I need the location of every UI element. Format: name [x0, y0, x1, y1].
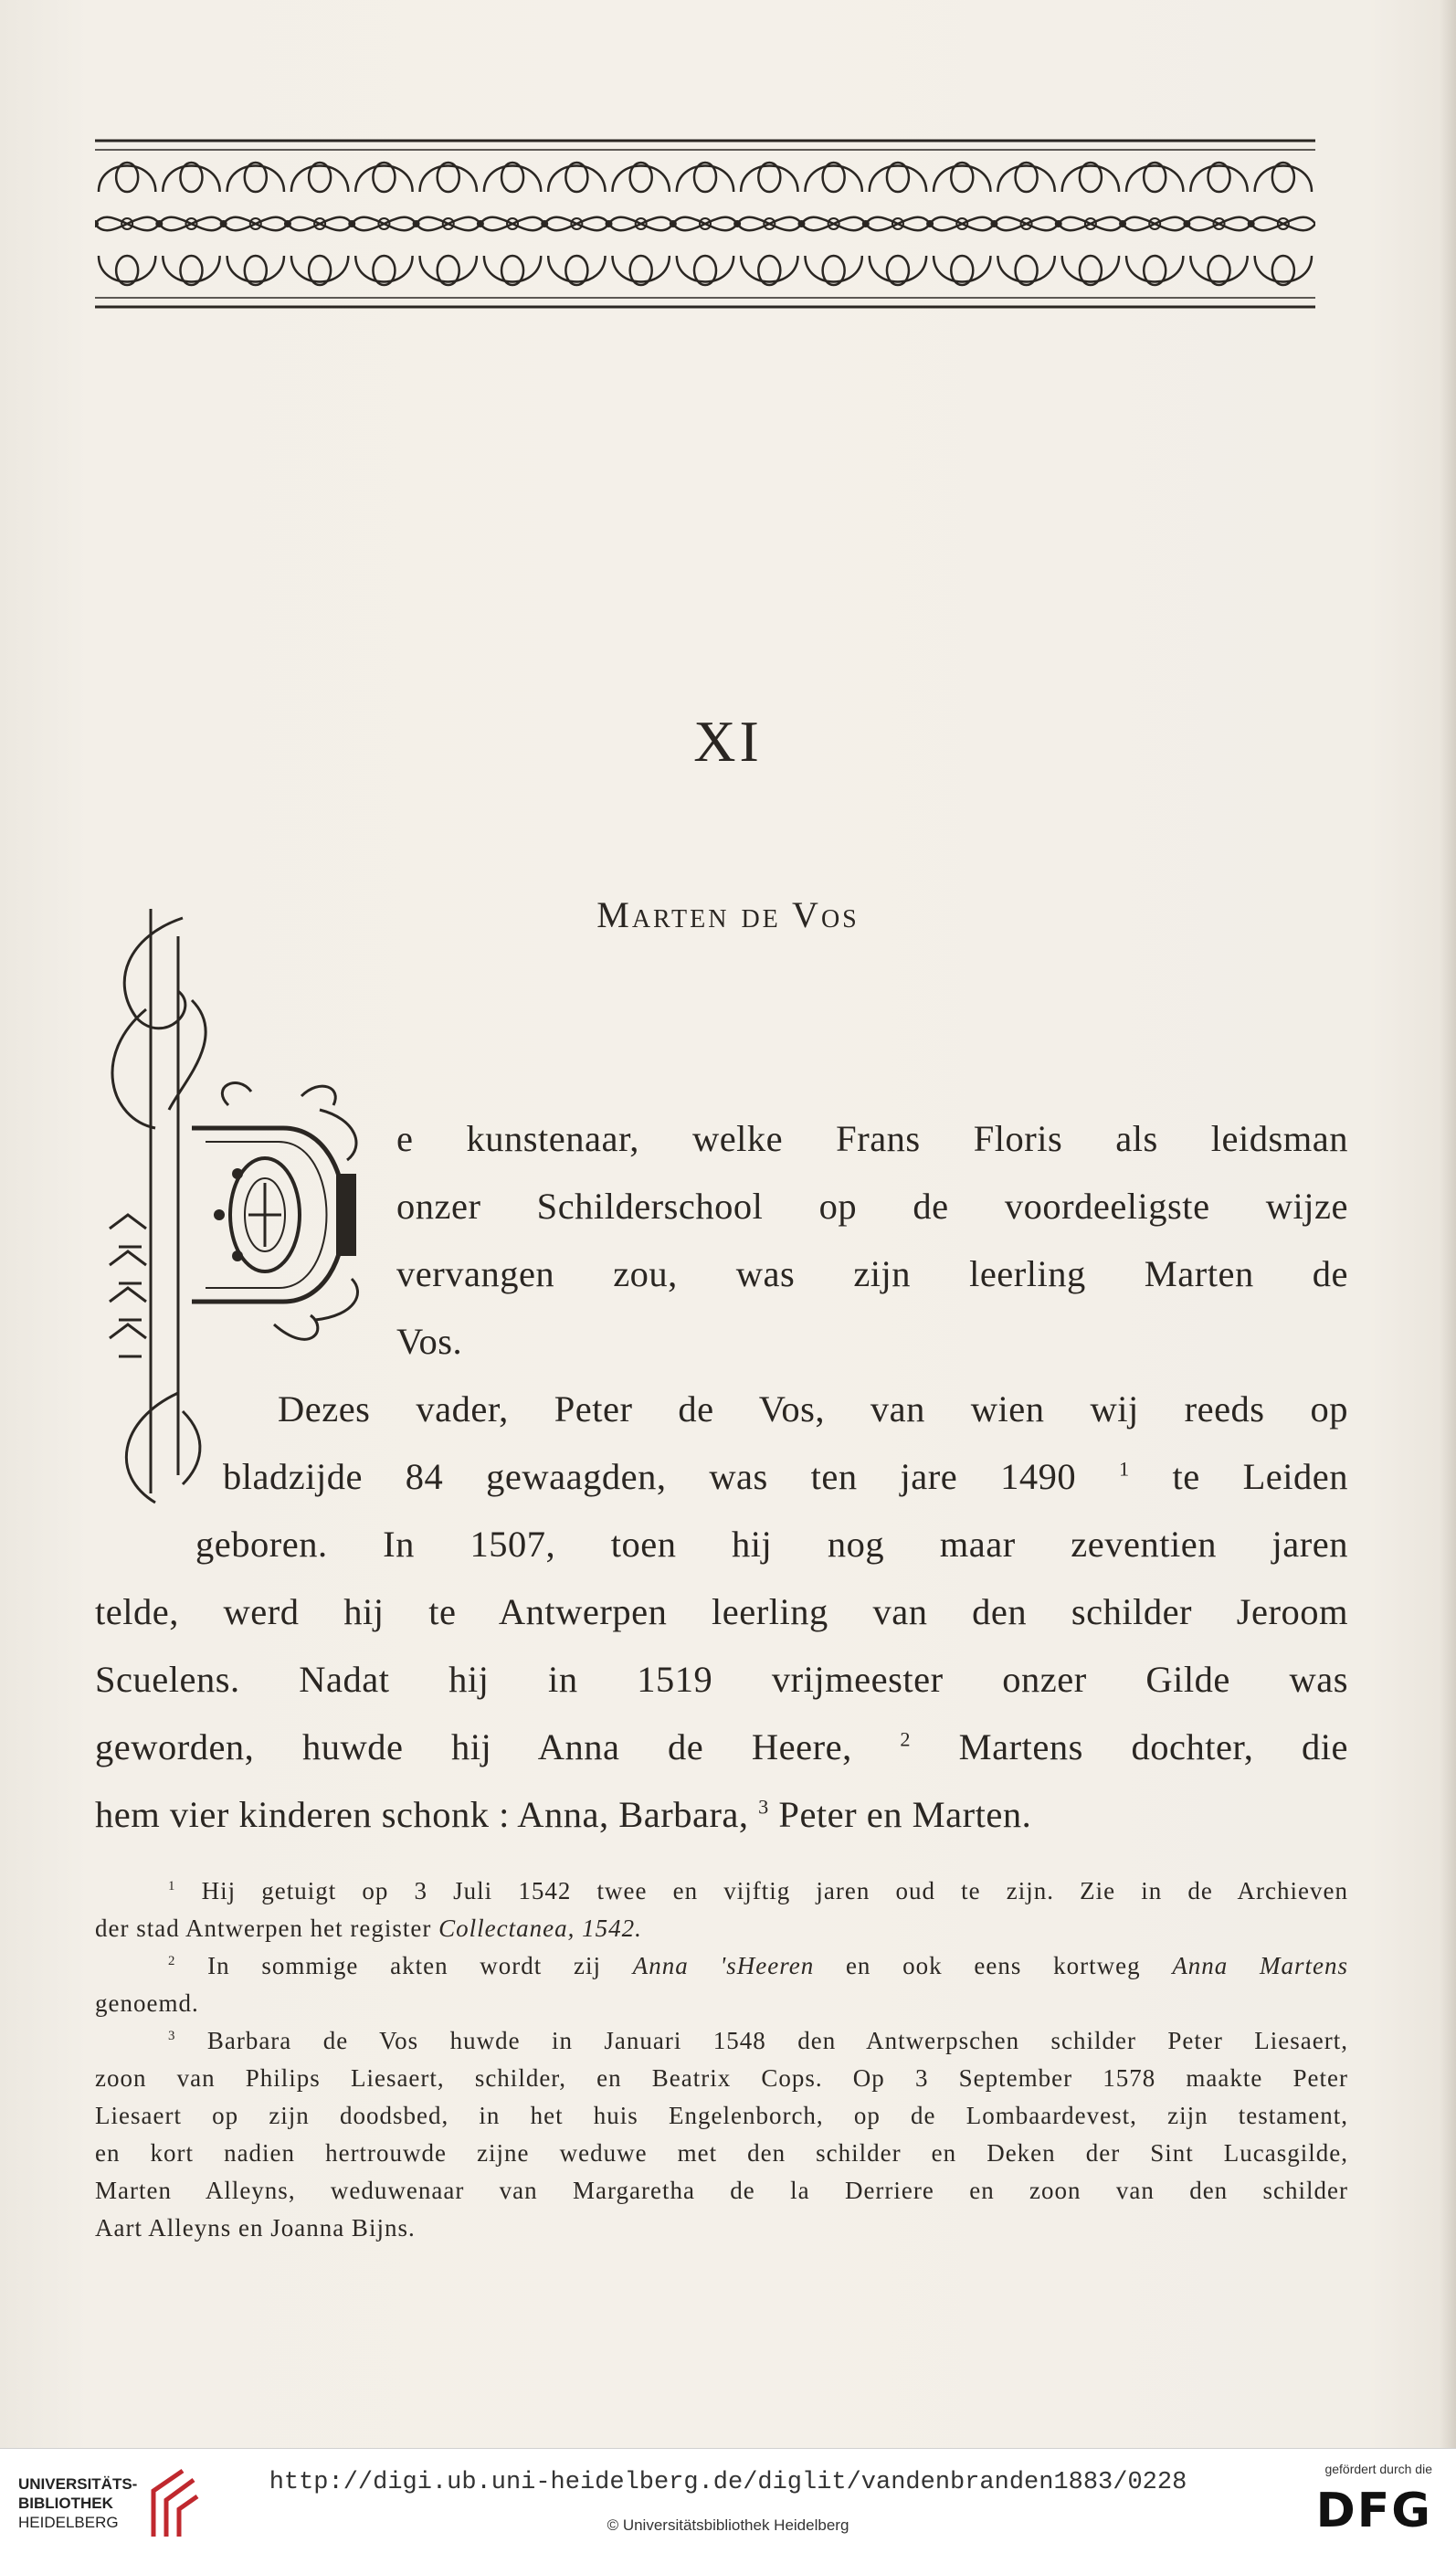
body-line: hem vier kinderen schonk : Anna, Barbara, $^3$ Peter en Marten.: [95, 1794, 1032, 1835]
ornament-loop: [1144, 256, 1166, 285]
ornament-loop: [116, 256, 138, 285]
ornament-loop: [501, 163, 523, 192]
ornament-loop: [1208, 256, 1230, 285]
library-name-line: BIBLIOTHEK: [18, 2495, 113, 2512]
body-line: Vos.: [396, 1321, 463, 1362]
ornament-arch: [99, 166, 155, 193]
header-ornament: [95, 137, 1315, 311]
ornament-loop: [630, 163, 652, 192]
ornament-arch: [1126, 166, 1183, 193]
ornament-dot: [155, 220, 163, 227]
ornament-arch: [934, 256, 990, 282]
ornament-loop: [565, 163, 587, 192]
dfg-logo: DFG: [1315, 2484, 1432, 2538]
ornament-loop: [1016, 256, 1038, 285]
ornament-loop: [1144, 163, 1166, 192]
ornament-dot: [220, 220, 227, 227]
ornament-loop: [1272, 163, 1294, 192]
dfg-caption: gefördert durch die: [1324, 2462, 1432, 2476]
ornament-arch: [420, 166, 477, 193]
ornament-loop: [887, 256, 909, 285]
ornament-loop: [1080, 163, 1102, 192]
ornament-arch: [1062, 256, 1119, 282]
ornament-arch: [1255, 256, 1312, 282]
ornament-arch: [1190, 166, 1247, 193]
ornament-loop: [438, 256, 459, 285]
ornament-loop: [309, 163, 331, 192]
ornament-arch: [677, 166, 733, 193]
ornament-dot: [1248, 220, 1255, 227]
ornament-arch: [355, 256, 412, 282]
ornament-arch: [227, 166, 284, 193]
body-line: geboren. In 1507, toen hij nog maar zeventien jaren: [195, 1524, 1348, 1565]
footnote-3-cont: en kort nadien hertrouwde zijne weduwe met den schilder en Deken der Sint Lucasgilde,: [95, 2139, 1348, 2167]
ornament-arch: [677, 256, 733, 282]
ornament-arch: [997, 166, 1054, 193]
footnote-2-cont: genoemd.: [95, 1989, 199, 2017]
ornament-loop: [758, 256, 780, 285]
ornament-arch: [1126, 256, 1183, 282]
footnote-1: $^1$ Hij getuigt op 3 Juli 1542 twee en vijftig jaren oud te zijn. Zie in de Archieven: [168, 1877, 1348, 1904]
ornament-dot: [541, 220, 548, 227]
ornament-loop: [1272, 256, 1294, 285]
ornament-arch: [291, 256, 348, 282]
body-line: telde, werd hij te Antwerpen leerling van den schilder Jeroom: [95, 1591, 1348, 1632]
ornament-loop: [758, 163, 780, 192]
ornament-loop: [180, 163, 202, 192]
body-text: [95, 1105, 1348, 1849]
footnote-3: $^3$ Barbara de Vos huwde in Januari 1548 den Antwerpschen schilder Peter Liesaert,: [168, 2027, 1348, 2054]
ornament-loop: [116, 163, 138, 192]
ornament-arch: [997, 256, 1054, 282]
ornament-arch: [870, 256, 926, 282]
ornament-dot: [797, 220, 805, 227]
ornament-arch: [805, 166, 861, 193]
footnote-3-cont: Marten Alleyns, weduwenaar van Margaretha de la Derriere en zoon van den schilder: [95, 2177, 1348, 2204]
ornament-dot: [1119, 220, 1126, 227]
chapter-numeral: XI: [693, 709, 763, 774]
ornament-loop: [309, 256, 331, 285]
ornament-loop: [1208, 163, 1230, 192]
ornament-band-graphic: [95, 137, 1315, 311]
library-footer: [0, 2448, 1456, 2553]
ornament-arch: [227, 256, 284, 282]
ornament-arch: [934, 166, 990, 193]
ornament-loop: [501, 256, 523, 285]
body-line: vervangen zou, was zijn leerling Marten de: [396, 1253, 1348, 1294]
ornament-dot: [1055, 220, 1062, 227]
body-line: bladzijde 84 gewaagden, was ten jare 1490 $^1$ te Leiden: [223, 1456, 1348, 1497]
body-line: Dezes vader, Peter de Vos, van wien wij reeds op: [278, 1388, 1348, 1429]
ornament-arch: [1062, 166, 1119, 193]
ornament-loop: [951, 163, 973, 192]
body-line: onzer Schilderschool op de voordeeligste wijze: [396, 1186, 1348, 1227]
footnote-3-cont: Aart Alleyns en Joanna Bijns.: [95, 2214, 416, 2242]
library-name-line: HEIDELBERG: [18, 2514, 119, 2531]
ornament-loop: [438, 163, 459, 192]
ornament-dot: [733, 220, 741, 227]
ornament-arch: [355, 166, 412, 193]
ornament-dot: [348, 220, 355, 227]
ornament-arch: [99, 256, 155, 282]
ornament-loop: [1080, 256, 1102, 285]
ornament-loop: [373, 256, 395, 285]
page-edge-shadow: [1440, 0, 1456, 2448]
ornament-loop: [951, 256, 973, 285]
ornament-arch: [484, 166, 541, 193]
ornament-arch: [1190, 256, 1247, 282]
footnote-2: $^2$ In sommige akten wordt zij Anna 'sHeeren en ook eens kortweg Anna Martens: [168, 1952, 1348, 1979]
ornament-loop: [1016, 163, 1038, 192]
ornament-loop: [823, 163, 845, 192]
ornament-arch: [291, 166, 348, 193]
ornament-arch: [163, 256, 219, 282]
ornament-dot: [413, 220, 420, 227]
footnote-3-cont: Liesaert op zijn doodsbed, in het huis Engelenborch, op de Lombaardevest, zijn testament,: [95, 2102, 1348, 2129]
copyright-notice: © Universitätsbibliothek Heidelberg: [607, 2516, 849, 2534]
ornament-dot: [606, 220, 613, 227]
ornament-arch: [548, 256, 605, 282]
chapter-title: Marten de Vos: [596, 894, 860, 935]
ornament-dot: [284, 220, 291, 227]
ornament-arch: [1255, 166, 1312, 193]
ornament-dot: [1183, 220, 1190, 227]
ornament-arch: [420, 256, 477, 282]
footnotes: [95, 1873, 1348, 2247]
ornament-arch: [805, 256, 861, 282]
ornament-arch: [870, 166, 926, 193]
ornament-loop: [565, 256, 587, 285]
library-name-line: UNIVERSITÄTS-: [18, 2475, 138, 2493]
ornament-arch: [548, 166, 605, 193]
source-url-link[interactable]: http://digi.ub.uni-heidelberg.de/diglit/vandenbranden1883/0228: [269, 2469, 1187, 2496]
body-line: e kunstenaar, welke Frans Floris als leidsman: [396, 1118, 1348, 1159]
ornament-loop: [630, 256, 652, 285]
ornament-dot: [990, 220, 997, 227]
ornament-loop: [180, 256, 202, 285]
body-line: Scuelens. Nadat hij in 1519 vrijmeester onzer Gilde was: [95, 1659, 1348, 1700]
ornament-loop: [245, 256, 267, 285]
ornament-loop: [245, 163, 267, 192]
ornament-dot: [477, 220, 484, 227]
ornament-arch: [484, 256, 541, 282]
ornament-arch: [163, 166, 219, 193]
ornament-dot: [862, 220, 870, 227]
ornament-loop: [887, 163, 909, 192]
ornament-arch: [613, 256, 670, 282]
ornament-arch: [613, 166, 670, 193]
ornament-loop: [694, 163, 716, 192]
ornament-dot: [926, 220, 934, 227]
ornament-loop: [373, 163, 395, 192]
footnote-3-cont: zoon van Philips Liesaert, schilder, en Beatrix Cops. Op 3 September 1578 maakte Peter: [95, 2064, 1348, 2092]
ornament-loop: [823, 256, 845, 285]
footnote-1-cont: der stad Antwerpen het register Collectanea, 1542.: [95, 1915, 642, 1942]
ornament-dot: [670, 220, 677, 227]
body-line: geworden, huwde hij Anna de Heere, $^2$ Martens dochter, die: [95, 1726, 1348, 1767]
ornament-loop: [694, 256, 716, 285]
ornament-arch: [741, 256, 797, 282]
ornament-arch: [741, 166, 797, 193]
